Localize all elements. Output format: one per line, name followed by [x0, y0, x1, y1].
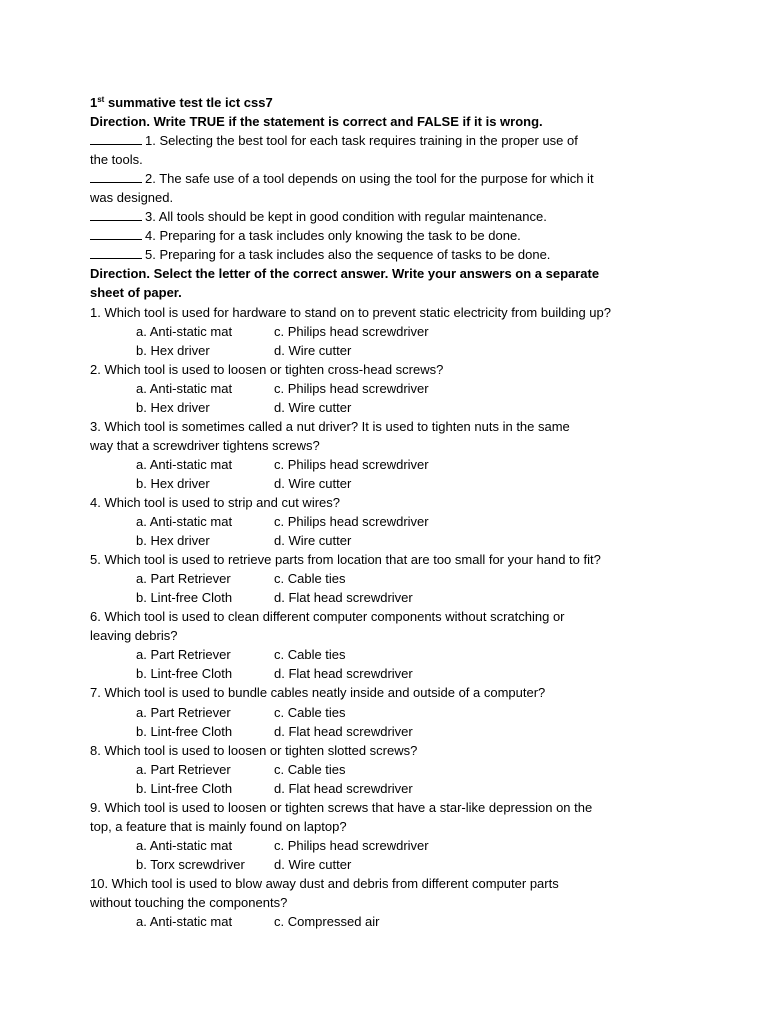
answer-option: a. Anti-static mat [136, 380, 233, 396]
true-false-item [90, 226, 670, 245]
options-row [90, 512, 670, 531]
question-text: without touching the components? [90, 894, 288, 910]
answer-blank[interactable] [90, 246, 142, 259]
answer-option: b. Hex driver [136, 342, 210, 358]
answer-option: c. Cable ties [274, 704, 346, 720]
answer-option: d. Wire cutter [274, 399, 352, 415]
answer-option: b. Hex driver [136, 475, 210, 491]
answer-option: d. Flat head screwdriver [274, 666, 413, 682]
answer-option: a. Part Retriever [136, 761, 231, 777]
answer-option: b. Torx screwdriver [136, 856, 245, 872]
answer-option: c. Philips head screwdriver [274, 837, 429, 853]
answer-option: b. Hex driver [136, 533, 210, 549]
statement-text: 1. Selecting the best tool for each task requires training in the proper use of [145, 133, 578, 149]
question-text: 1. Which tool is used for hardware to stand on to prevent static electricity from building up? [90, 304, 611, 320]
statement-text: 4. Preparing for a task includes only knowing the task to be done. [145, 228, 521, 244]
options-row [90, 703, 670, 722]
true-false-item [90, 169, 670, 188]
options-row [90, 322, 670, 341]
options-row [90, 398, 670, 417]
question-block [90, 741, 670, 798]
options-row [90, 722, 670, 741]
statement-continuation: was designed. [90, 190, 174, 206]
true-false-item [90, 245, 670, 264]
statement-continuation: the tools. [90, 152, 143, 168]
question-text: 8. Which tool is used to loosen or tighten slotted screws? [90, 742, 418, 758]
direction-multiple-choice-line2: sheet of paper. [90, 285, 182, 301]
options-row [90, 588, 670, 607]
answer-option: a. Part Retriever [136, 571, 231, 587]
title-text: summative test tle ict css7 [104, 95, 273, 110]
question-block [90, 607, 670, 683]
question-text: 9. Which tool is used to loosen or tighten screws that have a star-like depression on the [90, 799, 593, 815]
answer-option: d. Wire cutter [274, 856, 352, 872]
options-row [90, 455, 670, 474]
question-block [90, 550, 670, 607]
options-row [90, 912, 670, 931]
question-text: 5. Which tool is used to retrieve parts from location that are too small for your hand to fit? [90, 552, 601, 568]
question-block [90, 874, 670, 931]
answer-option: b. Lint-free Cloth [136, 666, 233, 682]
answer-option: d. Flat head screwdriver [274, 780, 413, 796]
question-text: leaving debris? [90, 628, 178, 644]
answer-option: c. Cable ties [274, 647, 346, 663]
question-text: 2. Which tool is used to loosen or tighten cross-head screws? [90, 361, 444, 377]
answer-option: d. Flat head screwdriver [274, 590, 413, 606]
question-text: 4. Which tool is used to strip and cut wires? [90, 494, 341, 510]
answer-option: b. Hex driver [136, 399, 210, 415]
answer-blank[interactable] [90, 227, 142, 240]
answer-option: c. Compressed air [274, 914, 380, 930]
answer-option: a. Part Retriever [136, 647, 231, 663]
direction-multiple-choice-line1: Direction. Select the letter of the correct answer. Write your answers on a separate [90, 266, 600, 282]
options-row [90, 760, 670, 779]
options-row [90, 836, 670, 855]
answer-option: c. Philips head screwdriver [274, 380, 429, 396]
question-block [90, 417, 670, 493]
answer-option: c. Philips head screwdriver [274, 323, 429, 339]
answer-option: b. Lint-free Cloth [136, 780, 233, 796]
question-text: top, a feature that is mainly found on laptop? [90, 818, 347, 834]
options-row [90, 341, 670, 360]
options-row [90, 645, 670, 664]
statement-text: 5. Preparing for a task includes also the sequence of tasks to be done. [145, 247, 551, 263]
answer-blank[interactable] [90, 132, 142, 145]
answer-option: d. Wire cutter [274, 475, 352, 491]
options-row [90, 569, 670, 588]
answer-option: d. Wire cutter [274, 533, 352, 549]
direction-true-false: Direction. Write TRUE if the statement is correct and FALSE if it is wrong. [90, 114, 543, 130]
answer-option: b. Lint-free Cloth [136, 590, 233, 606]
answer-option: a. Part Retriever [136, 704, 231, 720]
title-superscript: st [97, 95, 105, 104]
true-false-section [90, 131, 670, 264]
question-block [90, 683, 670, 740]
question-text: 7. Which tool is used to bundle cables neatly inside and outside of a computer? [90, 685, 546, 701]
question-block [90, 303, 670, 360]
question-text: way that a screwdriver tightens screws? [90, 437, 320, 453]
answer-option: a. Anti-static mat [136, 514, 233, 530]
options-row [90, 474, 670, 493]
answer-option: a. Anti-static mat [136, 323, 233, 339]
answer-option: a. Anti-static mat [136, 837, 233, 853]
multiple-choice-section [90, 303, 670, 932]
true-false-item [90, 207, 670, 226]
answer-option: a. Anti-static mat [136, 456, 233, 472]
answer-option: d. Wire cutter [274, 342, 352, 358]
question-text: 3. Which tool is sometimes called a nut driver? It is used to tighten nuts in the same [90, 418, 570, 434]
answer-option: a. Anti-static mat [136, 914, 233, 930]
answer-option: d. Flat head screwdriver [274, 723, 413, 739]
answer-option: c. Philips head screwdriver [274, 456, 429, 472]
options-row [90, 531, 670, 550]
answer-option: c. Philips head screwdriver [274, 514, 429, 530]
answer-option: c. Cable ties [274, 761, 346, 777]
answer-blank[interactable] [90, 170, 142, 183]
options-row [90, 379, 670, 398]
title-number: 1 [90, 95, 98, 110]
answer-blank[interactable] [90, 208, 142, 221]
statement-text: 3. All tools should be kept in good condition with regular maintenance. [145, 209, 547, 225]
true-false-item [90, 131, 670, 150]
question-block [90, 798, 670, 874]
statement-text: 2. The safe use of a tool depends on using the tool for the purpose for which it [145, 171, 594, 187]
question-text: 10. Which tool is used to blow away dust and debris from different computer parts [90, 875, 559, 891]
test-title [90, 93, 670, 112]
options-row [90, 664, 670, 683]
options-row [90, 855, 670, 874]
options-row [90, 779, 670, 798]
question-block [90, 493, 670, 550]
question-block [90, 360, 670, 417]
document-content [90, 93, 670, 931]
answer-option: c. Cable ties [274, 571, 346, 587]
question-text: 6. Which tool is used to clean different computer components without scratching or [90, 609, 565, 625]
answer-option: b. Lint-free Cloth [136, 723, 233, 739]
